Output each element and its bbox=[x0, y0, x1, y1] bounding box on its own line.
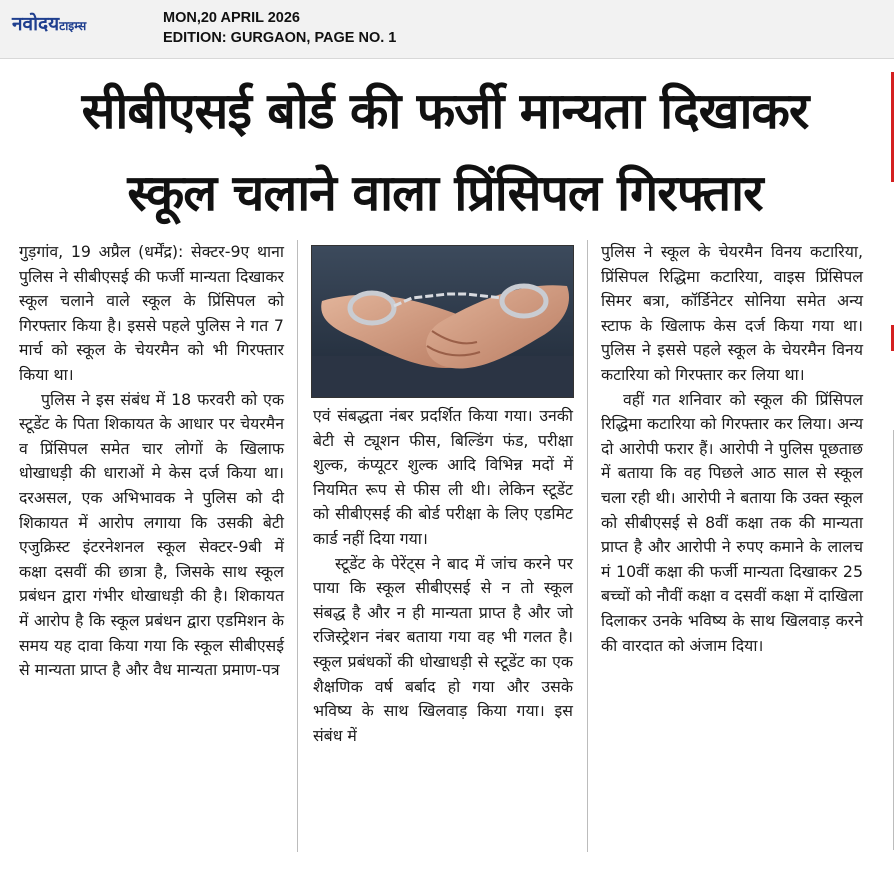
headline bbox=[20, 70, 870, 234]
column-divider bbox=[297, 240, 298, 852]
column-divider bbox=[587, 240, 588, 852]
headline-line-1: सीबीएसई बोर्ड की फर्जी मान्यता दिखाकर bbox=[81, 82, 809, 140]
edition-date: MON,20 APRIL 2026 bbox=[163, 10, 300, 26]
handcuffed-hands-photo bbox=[311, 245, 574, 398]
article-paragraph: एवं संबद्धता नंबर प्रदर्शित किया गया। उनकी बेटी से ट्यूशन फीस, बिल्डिंग फंड, परीक्षा शुल्क, कंप्यूटर शुल्क आदि विभिन्न मदों में नियमित रूप से फीस ली थी। लेकिन स्टूडेंट को सीबीएसई की बोर्ड परीक्षा के लिए एडमिट कार्ड नहीं दिया गया। bbox=[313, 406, 573, 548]
article-paragraph: पुलिस ने इस संबंध में 18 फरवरी को एक स्टूडेंट के पिता शिकायत के आधार पर चेयरमैन व प्रिंसिपल समेत चार लोगों के खिलाफ धोखाधड़ी की धाराओं मे केस दर्ज किया था। दरअसल, एक अभिभावक ने पुलिस को दी शिकायत में आरोप लगाया कि उसकी बेटी एजुक्रिस्ट इंटरनेशनल स्कूल सेक्टर-9बी में कक्षा दसवीं की छात्रा है, जिसके साथ स्कूल प्रबंधन द्वारा गंभीर धोखाधड़ी की है। शिकायत में आरोप है कि स्कूल प्रबंधन द्वारा एडमिशन के समय यह दावा किया गया कि स्कूल सीबीएसई से मान्यता प्राप्त है और वैध मान्यता प्रमाण-पत्र bbox=[19, 389, 284, 680]
logo-sub: टाइम्स bbox=[59, 19, 87, 33]
article-column-2 bbox=[313, 404, 573, 748]
article-paragraph: पुलिस ने स्कूल के चेयरमैन विनय कटारिया, प्रिंसिपल रिद्धिमा कटारिया, वाइस प्रिंसिपल सिमर बत्रा, कॉर्डिनेटर सोनिया समेत अन्य स्टाफ के खिलाफ केस दर्ज किया गया था। पुलिस ने इससे पहले स्कूल के चेयरमैन विनय कटारिया को गिरफ्तार कर लिया था। bbox=[601, 242, 863, 384]
article-paragraph: गुड़गांव, 19 अप्रैल (धर्मेंद्र): सेक्टर-9ए थाना पुलिस ने सीबीएसई की फर्जी मान्यता दिखाकर स्कूल चलाने वाले स्कूल के प्रिंसिपल को गिरफ्तार किया है। इससे पहले पुलिस ने गत 7 मार्च को स्कूल के चेयरमैन को भी गिरफ्तार किया था। bbox=[19, 242, 284, 384]
logo-main: नवोदय bbox=[12, 13, 60, 35]
handcuffs-image bbox=[312, 246, 573, 397]
article-column-3 bbox=[601, 240, 863, 658]
headline-line-2: स्कूल चलाने वाला प्रिंसिपल गिरफ्तार bbox=[127, 164, 763, 222]
edition-page: EDITION: GURGAON, PAGE NO. 1 bbox=[163, 30, 397, 46]
masthead-bar bbox=[0, 0, 894, 59]
article-paragraph: स्टूडेंट के पेरेंट्स ने बाद में जांच करने पर पाया कि स्कूल सीबीएसई से न तो स्कूल संबद्ध है और न ही मान्यता प्राप्त है और जो रजिस्ट्रेशन नंबर बताया गया वह भी गलत है। स्कूल प्रबंधकों की धोखाधड़ी से स्टूडेंट का एक शैक्षणिक वर्ष बर्बाद हो गया और उसके भविष्य के साथ खिलवाड़ किया गया। इस संबंध में bbox=[313, 553, 573, 745]
newspaper-logo bbox=[12, 10, 86, 36]
article-paragraph: वहीं गत शनिवार को स्कूल की प्रिंसिपल रिद्धिमा कटारिया को गिरफ्तार कर लिया। अन्य दो आरोपी फरार हैं। आरोपी ने पुलिस पूछताछ में बताया कि वह पिछले आठ साल से स्कूल चला रही थी। आरोपी ने बताया कि उक्त स्कूल को सीबीएसई से 8वीं कक्षा तक की मान्यता प्राप्त है और आरोपी ने रुपए कमाने के लालच मं 10वीं कक्षा की फर्जी मान्यता दिखाकर 25 बच्चों को नौवीं कक्षा व दसवीं कक्षा में दाखिला दिलाकर उनके भविष्य के साथ खिलवाड़ करने की वारदात को अंजाम दिया। bbox=[601, 389, 863, 655]
article-column-1 bbox=[19, 240, 284, 683]
adjacent-article-edge bbox=[880, 60, 894, 870]
edition-info bbox=[163, 8, 396, 48]
